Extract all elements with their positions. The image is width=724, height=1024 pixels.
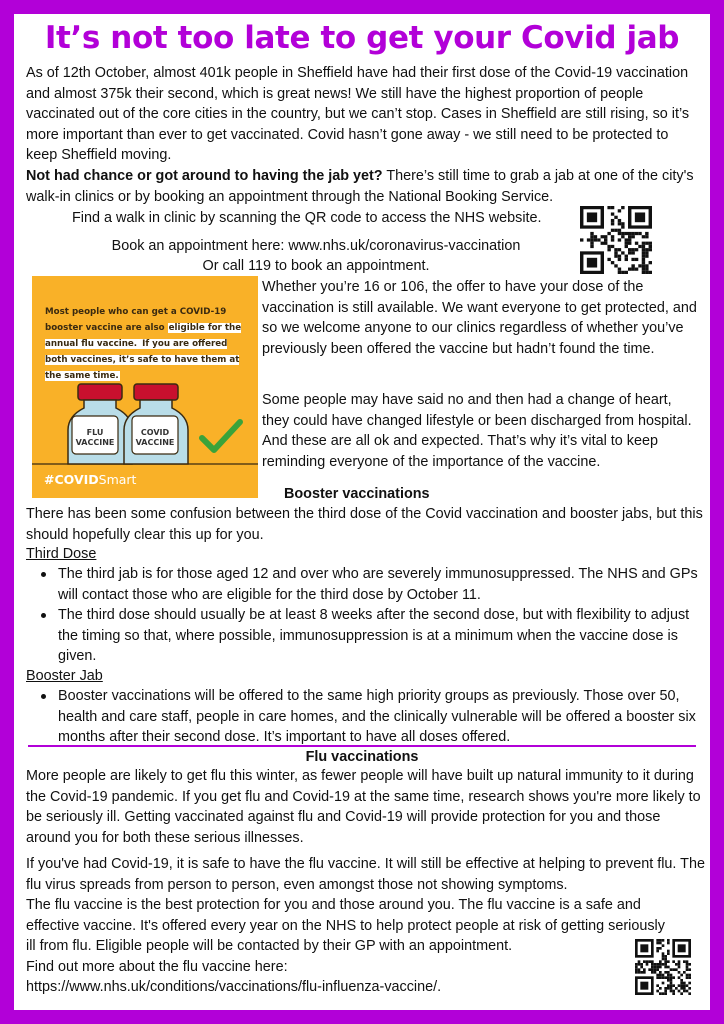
flu-vial-label: FLU VACCINE	[75, 428, 115, 447]
flu-paragraph-2: If you've had Covid-19, it is safe to have the flu vaccine. It will still be effective at helping to prevent flu. The flu virus spreads from person to person, even amongst those not showing symptoms.	[26, 856, 705, 893]
chance-rest: There’s still time to grab a jab at one of the city's walk-in clinics or by booking an appointment through the National Booking Service.	[26, 168, 694, 205]
graphic-text-c: If you are offered both vaccines, it’s safe to have them at the same time.	[45, 339, 240, 381]
list-item: The third jab is for those aged 12 and over who are severely immunosuppressed. The NHS and GPs will contact those who are eligible for the third dose by October 11.	[26, 564, 702, 605]
checkmark-icon	[202, 422, 240, 450]
list-item: Booster vaccinations will be offered to the same high priority groups as previously. Those over 50, health and care staff, people in care homes, and the clinically vulnerable will be offered a booster six months after their second dose. It’s important to have all doses offered.	[26, 686, 702, 748]
third-dose-heading: Third Dose	[26, 546, 97, 562]
covid-vial-label: COVID VACCINE	[135, 428, 175, 447]
tag-a: #COVID	[44, 472, 99, 487]
flu-paragraph-1: More people are likely to get flu this winter, as fewer people will have built up natural immunity to it during the Covid-19 pandemic. If you get flu and Covid-19 at the same time, research shows you're more likely to be seriously ill. Getting vaccinated against flu and Covid-19 will provide protection for you and those around you for both these serious illnesses.	[26, 768, 701, 846]
booster-jab-list	[26, 686, 702, 748]
list-item: The third dose should usually be at least 8 weeks after the second dose, but with flexibility to adjust the timing so that, where possible, immunosuppression is at a minimum when the vaccine dose is given.	[26, 605, 702, 667]
booster-jab-heading: Booster Jab	[26, 668, 103, 684]
chance-paragraph	[26, 166, 700, 207]
graphic-text-b: eligible for the annual flu vaccine.	[45, 323, 242, 349]
qr-code-nhs-website[interactable]	[580, 206, 652, 274]
qr-code-flu-vaccine[interactable]	[635, 939, 691, 995]
tag-b: Smart	[98, 472, 137, 487]
graphic-text	[45, 304, 250, 384]
walkin-text: Find a walk in clinic by scanning the QR code to access the NHS website.	[72, 210, 542, 226]
page-title: It’s not too late to get your Covid jab	[44, 20, 680, 56]
booster-intro: There has been some confusion between the third dose of the Covid vaccination and booster jabs, but this should hopefully clear this up for you.	[26, 506, 703, 543]
chance-bold: Not had chance or got around to having the jab yet?	[26, 168, 383, 184]
flu-url-link[interactable]: https://www.nhs.uk/conditions/vaccinations/flu-influenza-vaccine/.	[26, 979, 442, 995]
intro-paragraph: As of 12th October, almost 401k people in Sheffield have had their first dose of the Covid-19 vaccination and almost 375k their second, which is great news! We still have the highest proportion of people vaccinated out of the core cities in the country, but we can’t stop. Cases in Sheffield are still rising, so it’s more important than ever to get vaccinated. Covid hasn’t gone away - we still need to be protected to keep Sheffield moving.	[26, 65, 690, 164]
flu-paragraph-3: The flu vaccine is the best protection for you and those around you. The flu vaccine is a safe and effective vaccine. It's offered every year on the NHS to help protect people at risk of getting seriously ill from flu. Eligible people will be contacted by their GP with an appointment.	[26, 897, 665, 955]
covid-flu-graphic	[32, 276, 258, 498]
vaccine-vials-illustration	[32, 376, 258, 471]
para-change-of-heart: Some people may have said no and then had a change of heart, they could have changed lifestyle or been discharged from hospital. And these are all ok and expected. That’s why it’s vital to keep reminding everyone of the importance of the vaccine.	[262, 392, 692, 470]
covid-smart-tag	[44, 472, 136, 487]
graphic-text-a: Most people who can get a COVID-19 booster vaccine are also	[45, 307, 227, 333]
booster-heading: Booster vaccinations	[284, 486, 430, 502]
third-dose-list	[26, 564, 702, 667]
book-text: Book an appointment here: www.nhs.uk/coronavirus-vaccination	[111, 238, 521, 254]
para-16-or-106: Whether you’re 16 or 106, the offer to have your dose of the vaccination is still available. We want everyone to get protected, and so we welcome anyone to our clinics regardless of whether you’ve previously been offered the vaccine but hadn’t found the time.	[262, 279, 697, 357]
flu-heading: Flu vaccinations	[305, 749, 419, 765]
leaflet-page	[14, 14, 710, 1010]
flu-more-text: Find out more about the flu vaccine here:	[26, 959, 288, 975]
call-text: Or call 119 to book an appointment.	[202, 258, 430, 274]
